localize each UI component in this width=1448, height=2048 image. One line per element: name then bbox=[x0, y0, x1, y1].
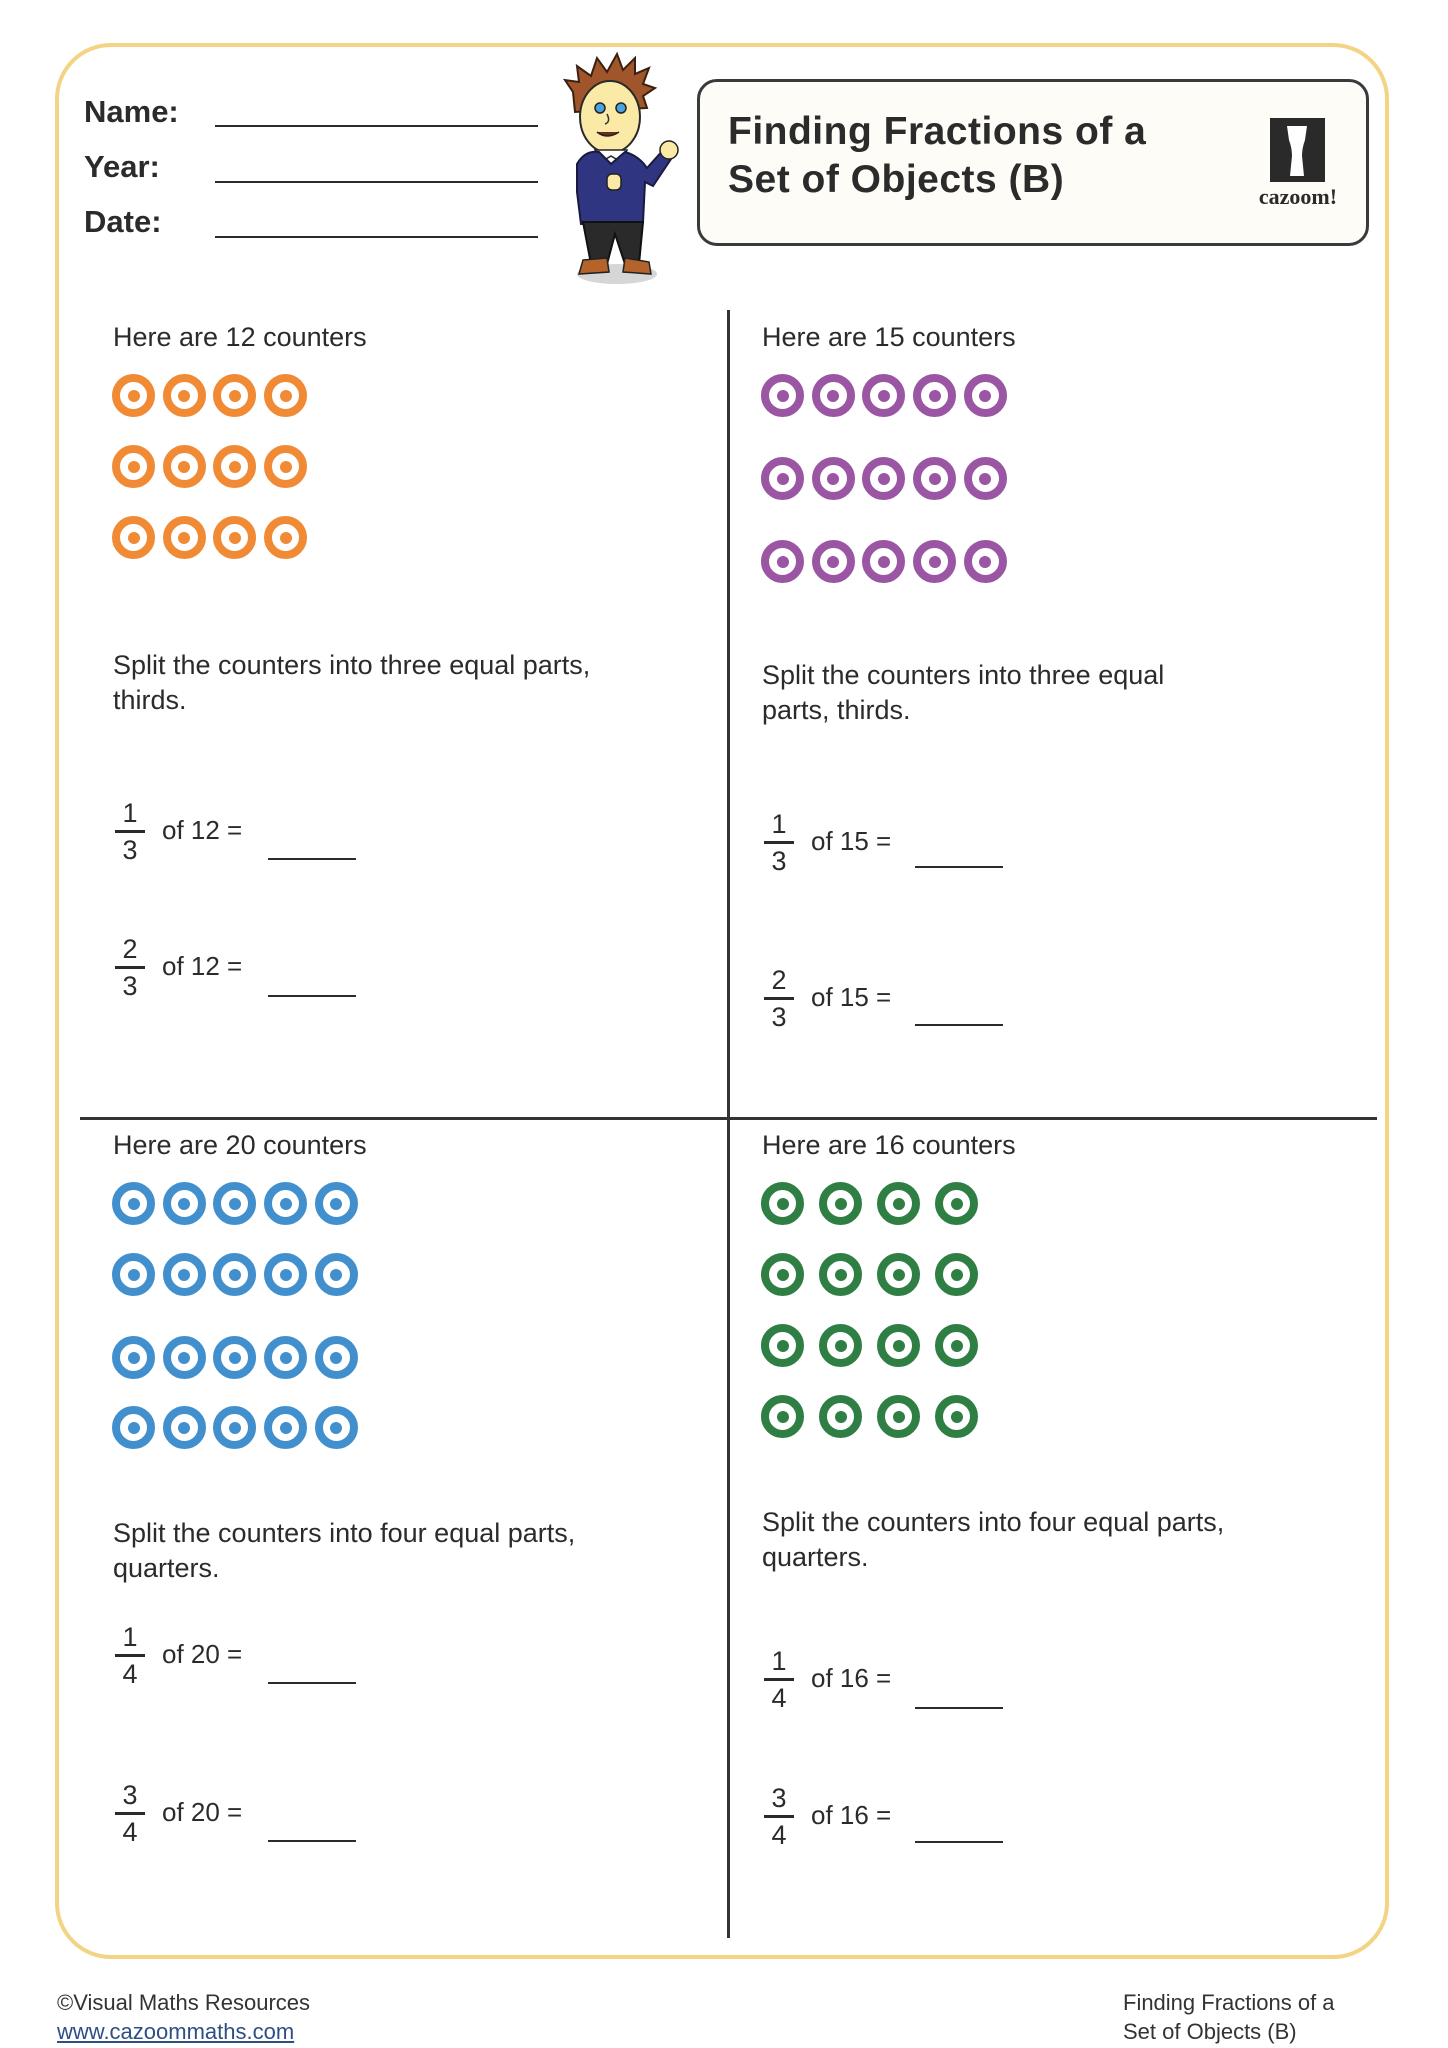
copyright-text: ©Visual Maths Resources bbox=[57, 1990, 311, 2015]
counter-icon bbox=[877, 1395, 920, 1438]
counter-icon bbox=[315, 1336, 358, 1379]
counter-icon bbox=[935, 1395, 978, 1438]
instruction bbox=[113, 648, 713, 718]
footer-left bbox=[57, 1988, 310, 2046]
name-label: Name: bbox=[84, 94, 179, 129]
counter-icon bbox=[761, 1395, 804, 1438]
instruction bbox=[113, 1516, 713, 1586]
question-text: of 16 = bbox=[811, 1800, 892, 1830]
counter-icon bbox=[819, 1182, 862, 1225]
answer-blank[interactable] bbox=[268, 1840, 356, 1842]
counter-icon bbox=[913, 457, 956, 500]
instruction-line-2: quarters. bbox=[762, 1542, 869, 1572]
counter-icon bbox=[812, 540, 855, 583]
answer-blank[interactable] bbox=[915, 1707, 1003, 1709]
counter-icon bbox=[877, 1324, 920, 1367]
counter-icon bbox=[761, 1324, 804, 1367]
counter-icon bbox=[112, 516, 155, 559]
question-text: of 12 = bbox=[162, 951, 243, 981]
fraction: 1 4 bbox=[115, 1624, 145, 1688]
counter-icon bbox=[877, 1253, 920, 1296]
counter-icon bbox=[913, 540, 956, 583]
answer-blank[interactable] bbox=[268, 1682, 356, 1684]
counter-icon bbox=[964, 540, 1007, 583]
counter-icon bbox=[264, 445, 307, 488]
year-field[interactable] bbox=[215, 181, 538, 183]
date-label: Date: bbox=[84, 204, 162, 239]
counter-icon bbox=[761, 1253, 804, 1296]
name-field[interactable] bbox=[215, 125, 538, 127]
counter-icon bbox=[163, 445, 206, 488]
instruction bbox=[762, 1505, 1362, 1575]
date-field[interactable] bbox=[215, 236, 538, 238]
counter-icon bbox=[315, 1253, 358, 1296]
fraction: 1 4 bbox=[764, 1648, 794, 1712]
counter-icon bbox=[163, 516, 206, 559]
counter-icon bbox=[264, 1253, 307, 1296]
counter-icon bbox=[935, 1182, 978, 1225]
footer-title-line-2: Set of Objects (B) bbox=[1123, 2019, 1297, 2044]
counter-icon bbox=[761, 540, 804, 583]
counter-icon bbox=[315, 1406, 358, 1449]
worksheet-title bbox=[728, 108, 1146, 204]
fraction: 1 3 bbox=[764, 811, 794, 875]
counter-icon bbox=[264, 1406, 307, 1449]
counter-icon bbox=[935, 1253, 978, 1296]
counter-icon bbox=[264, 374, 307, 417]
instruction bbox=[762, 658, 1362, 728]
counter-icon bbox=[112, 1336, 155, 1379]
counter-icon bbox=[112, 445, 155, 488]
question-heading: Here are 16 counters bbox=[762, 1130, 1016, 1160]
footer-title-line-1: Finding Fractions of a bbox=[1123, 1990, 1335, 2015]
counter-icon bbox=[964, 457, 1007, 500]
counter-icon bbox=[761, 374, 804, 417]
counter-icon bbox=[819, 1253, 862, 1296]
counter-icon bbox=[163, 1336, 206, 1379]
fraction: 2 3 bbox=[115, 936, 145, 1000]
question-heading: Here are 15 counters bbox=[762, 322, 1016, 352]
counter-icon bbox=[964, 374, 1007, 417]
question-heading: Here are 20 counters bbox=[113, 1130, 367, 1160]
counter-icon bbox=[163, 1253, 206, 1296]
answer-blank[interactable] bbox=[915, 866, 1003, 868]
counter-icon bbox=[935, 1324, 978, 1367]
counter-icon bbox=[264, 1182, 307, 1225]
question-text: of 15 = bbox=[811, 982, 892, 1012]
counter-icon bbox=[819, 1395, 862, 1438]
counter-icon bbox=[112, 1253, 155, 1296]
question-heading: Here are 12 counters bbox=[113, 322, 367, 352]
instruction-line-1: Split the counters into four equal parts, bbox=[762, 1507, 1225, 1537]
counter-icon bbox=[163, 1406, 206, 1449]
answer-blank[interactable] bbox=[915, 1024, 1003, 1026]
counter-icon bbox=[112, 1406, 155, 1449]
counter-icon bbox=[877, 1182, 920, 1225]
counter-icon bbox=[163, 374, 206, 417]
title-line-1: Finding Fractions of a bbox=[728, 110, 1147, 153]
counter-icon bbox=[812, 374, 855, 417]
instruction-line-2: quarters. bbox=[113, 1553, 220, 1583]
fraction: 3 4 bbox=[115, 1782, 145, 1846]
year-label: Year: bbox=[84, 149, 160, 184]
footer-right bbox=[1123, 1988, 1335, 2046]
fraction: 3 4 bbox=[764, 1785, 794, 1849]
counter-icon bbox=[913, 374, 956, 417]
counter-icon bbox=[761, 457, 804, 500]
question-text: of 20 = bbox=[162, 1797, 243, 1827]
cartoon-boy-illustration bbox=[555, 52, 690, 292]
counter-icon bbox=[264, 516, 307, 559]
counter-icon bbox=[315, 1182, 358, 1225]
website-link[interactable]: www.cazoommaths.com bbox=[57, 2019, 295, 2044]
question-text: of 15 = bbox=[811, 826, 892, 856]
instruction-line-1: Split the counters into three equal parts, bbox=[113, 650, 591, 680]
fraction: 1 3 bbox=[115, 800, 145, 864]
logo-text: cazoom! bbox=[1258, 184, 1338, 209]
instruction-line-1: Split the counters into three equal bbox=[762, 660, 1165, 690]
counter-icon bbox=[163, 1182, 206, 1225]
answer-blank[interactable] bbox=[268, 995, 356, 997]
answer-blank[interactable] bbox=[268, 858, 356, 860]
horizontal-divider bbox=[80, 1117, 1377, 1120]
title-line-2: Set of Objects (B) bbox=[728, 158, 1065, 201]
instruction-line-2: thirds. bbox=[113, 685, 187, 715]
counter-icon bbox=[112, 374, 155, 417]
fraction: 2 3 bbox=[764, 967, 794, 1031]
answer-blank[interactable] bbox=[915, 1841, 1003, 1843]
instruction-line-1: Split the counters into four equal parts, bbox=[113, 1518, 576, 1548]
counter-icon bbox=[819, 1324, 862, 1367]
counter-icon bbox=[112, 1182, 155, 1225]
cazoom-logo-icon bbox=[1270, 118, 1325, 182]
vertical-divider bbox=[727, 310, 730, 1938]
question-text: of 12 = bbox=[162, 815, 243, 845]
counter-icon bbox=[812, 457, 855, 500]
question-text: of 20 = bbox=[162, 1639, 243, 1669]
title-box bbox=[697, 79, 1369, 246]
instruction-line-2: parts, thirds. bbox=[762, 695, 911, 725]
counter-icon bbox=[264, 1336, 307, 1379]
counter-icon bbox=[761, 1182, 804, 1225]
question-text: of 16 = bbox=[811, 1663, 892, 1693]
